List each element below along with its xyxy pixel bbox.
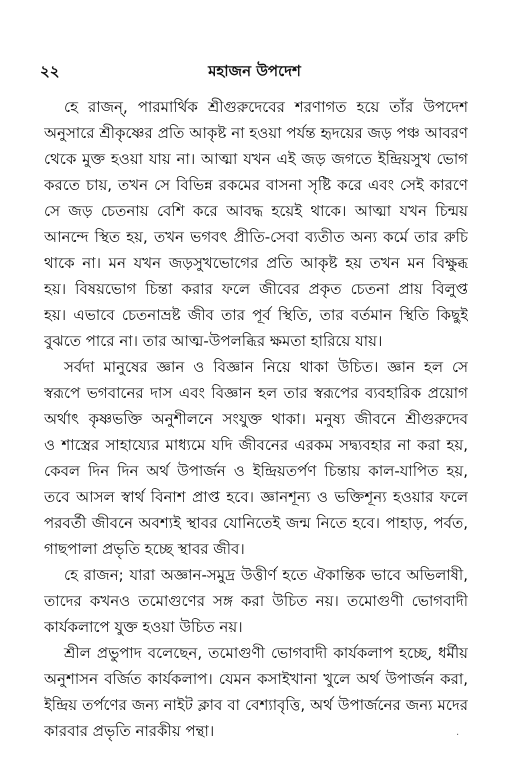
print-mark: · (456, 730, 460, 741)
text-line: হয়। বিষয়ভোগ চিন্তা করার ফলে জীবের প্রকৃত চেতনা প্রায় বিলুপ্ত (44, 280, 468, 298)
body-text (44, 94, 468, 744)
text-line: কার্যকলাপে যুক্ত হওয়া উচিত নয়। (44, 618, 243, 636)
paragraph-3 (44, 562, 468, 640)
text-line: সে জড় চেতনায় বেশি করে আবদ্ধ হয়েই থাকে। আত্মা যখন চিন্ময় (44, 202, 468, 220)
text-line: ইন্দ্রিয় তর্পণের জন্য নাইট ক্লাব বা বেশ্যাবৃত্তি, অর্থ উপার্জনের জন্য মদের (44, 696, 468, 714)
text-line: করতে চায়, তখন সে বিভিন্ন রকমের বাসনা সৃষ্টি করে এবং সেই কারণে (44, 176, 468, 194)
text-line: অনুশাসন বর্জিত কার্যকলাপ। যেমন কসাইখানা খুলে অর্থ উপার্জন করা, (44, 670, 468, 688)
text-line: স্বরূপে ভগবানের দাস এবং বিজ্ঞান হল তার স্বরূপের ব্যবহারিক প্রয়োগ (44, 384, 468, 402)
text-line: হে রাজন্, পারমার্থিক শ্রীগুরুদেবের শরণাগত হয়ে তাঁর উপদেশ (64, 98, 468, 116)
text-line: বুঝতে পারে না। তার আত্ম-উপলব্ধির ক্ষমতা হারিয়ে যায়। (44, 332, 383, 350)
paragraph-4 (44, 640, 468, 744)
text-line: তবে আসল স্বার্থ বিনাশ প্রাপ্ত হবে। জ্ঞানশূন্য ও ভক্তিশূন্য হওয়ার ফলে (44, 488, 468, 506)
text-line: সর্বদা মানুষের জ্ঞান ও বিজ্ঞান নিয়ে থাকা উচিত। জ্ঞান হল সে (64, 358, 468, 376)
text-line: আনন্দে স্থিত হয়, তখন ভগবৎ প্রীতি-সেবা ব্যতীত অন্য কর্মে তার রুচি (44, 228, 468, 246)
running-title: মহাজন উপদেশ (208, 62, 301, 80)
text-line: কারবার প্রভৃতি নারকীয় পন্থা। (44, 722, 215, 740)
text-line: ও শাস্ত্রের সাহায্যের মাধ্যমে যদি জীবনের এরকম সদ্ব্যবহার না করা হয়, (44, 436, 468, 454)
page-number: ২২ (40, 62, 60, 80)
text-line: হয়। এভাবে চেতনাভ্রষ্ট জীব তার পূর্ব স্থিতি, তার বর্তমান স্থিতি কিছুই (44, 306, 468, 324)
text-line: হে রাজন; যারা অজ্ঞান-সমুদ্র উত্তীর্ণ হতে ঐকান্তিক ভাবে অভিলাষী, (64, 566, 468, 584)
paragraph-1 (44, 94, 468, 354)
paragraph-2 (44, 354, 468, 562)
text-line: থেকে মুক্ত হওয়া যায় না। আত্মা যখন এই জড় জগতে ইন্দ্রিয়সুখ ভোগ (44, 150, 468, 168)
text-line: পরবর্তী জীবনে অবশ্যই স্থাবর যোনিতেই জন্ম নিতে হবে। পাহাড়, পর্বত, (44, 514, 468, 532)
text-line: থাকে না। মন যখন জড়সুখভোগের প্রতি আকৃষ্ট হয় তখন মন বিক্ষুব্ধ (44, 254, 468, 272)
text-line: গাছপালা প্রভৃতি হচ্ছে স্থাবর জীব। (44, 540, 245, 558)
text-line: অর্থাৎ কৃষ্ণভক্তি অনুশীলনে সংযুক্ত থাকা। মনুষ্য জীবনে শ্রীগুরুদেব (44, 410, 468, 428)
page-header (40, 60, 469, 84)
text-line: কেবল দিন দিন অর্থ উপার্জন ও ইন্দ্রিয়তর্পণ চিন্তায় কাল-যাপিত হয়, (44, 462, 468, 480)
text-line: শ্রীল প্রভুপাদ বলেছেন, তমোগুণী ভোগবাদী কার্যকলাপ হচ্ছে, ধর্মীয় (64, 644, 468, 662)
text-line: তাদের কখনও তমোগুণের সঙ্গ করা উচিত নয়। তমোগুণী ভোগবাদী (44, 592, 468, 610)
text-line: অনুসারে শ্রীকৃষ্ণের প্রতি আকৃষ্ট না হওয়া পর্যন্ত হৃদয়ের জড় পঞ্চ আবরণ (44, 124, 468, 142)
